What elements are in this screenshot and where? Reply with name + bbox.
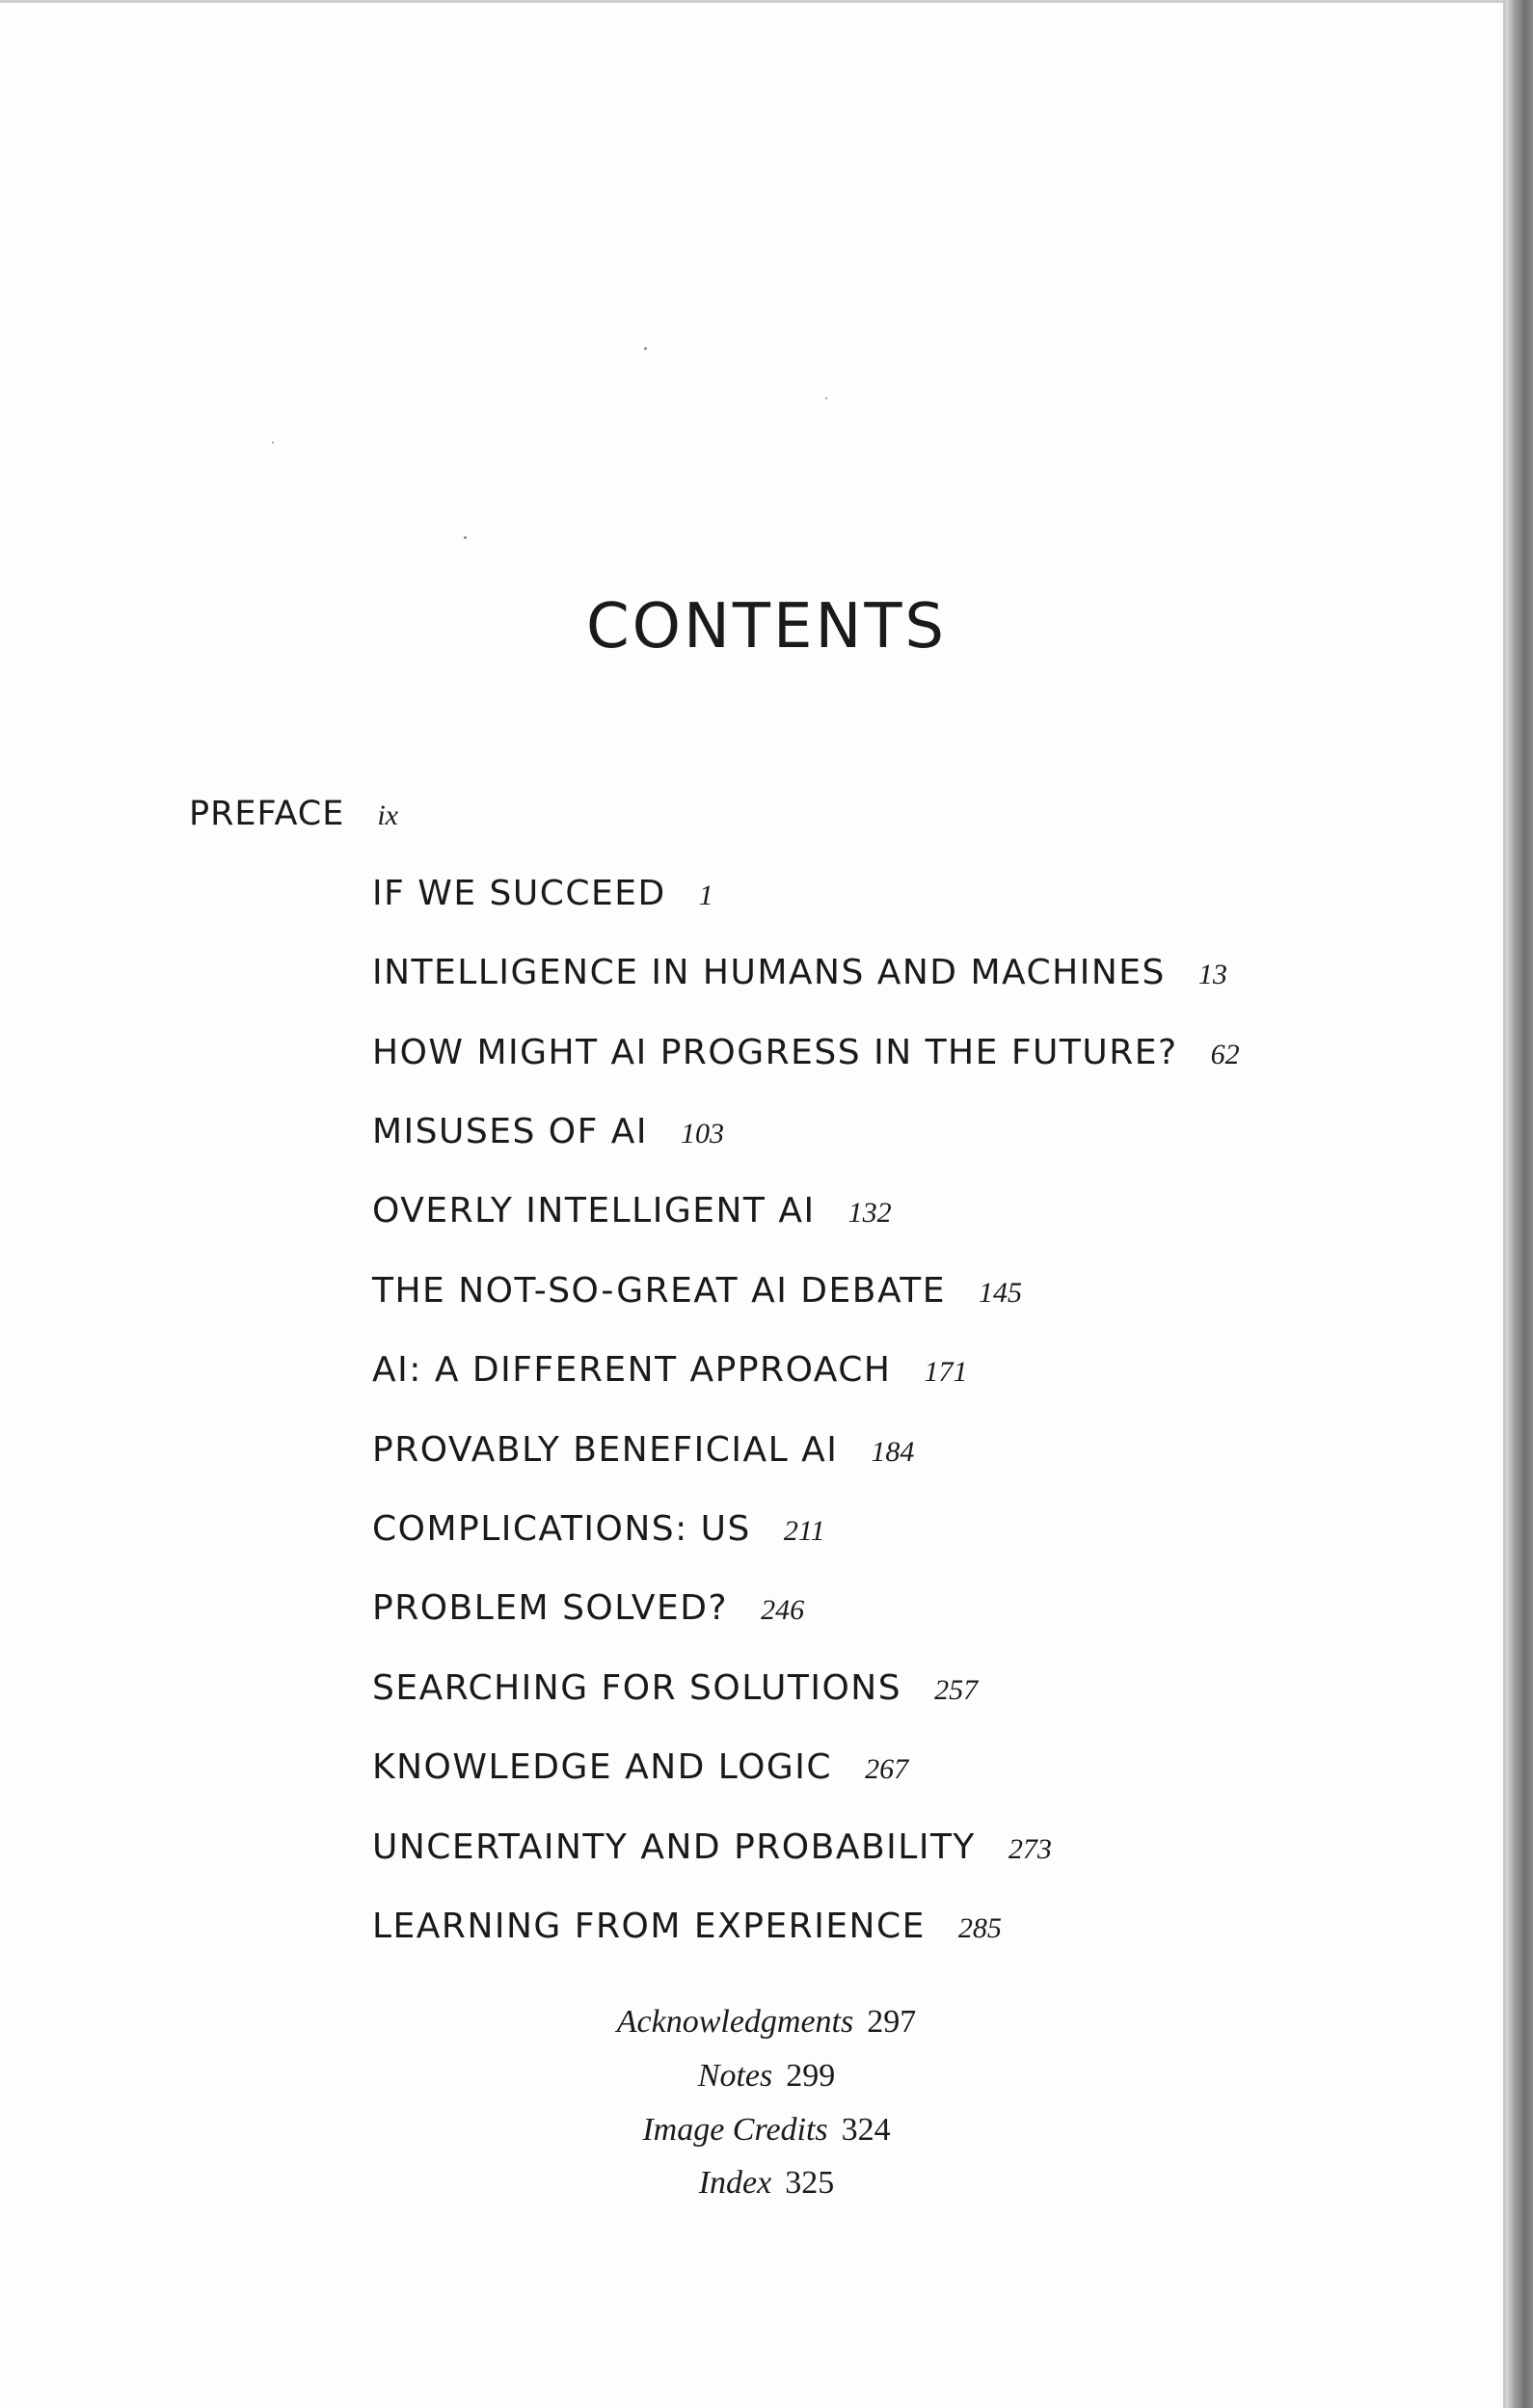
back-matter-label: Acknowledgments	[616, 2004, 854, 2040]
toc-entry-heading	[372, 1430, 914, 1470]
back-matter-label: Index	[698, 2165, 772, 2201]
toc-entry-heading	[372, 1668, 978, 1708]
dust-speck	[272, 442, 274, 444]
toc-entry-heading	[372, 1191, 892, 1231]
toc-entry-heading	[372, 1747, 908, 1787]
back-matter-entry	[0, 2112, 1533, 2149]
toc-entry-heading	[372, 1271, 1022, 1311]
back-matter-label: Image Credits	[642, 2112, 828, 2148]
toc-entry-title: SEARCHING FOR SOLUTIONS	[372, 1668, 902, 1708]
toc-entry-title: KNOWLEDGE AND LOGIC	[372, 1747, 833, 1787]
toc-entry-title: COMPLICATIONS: US	[372, 1509, 751, 1549]
toc-entry-page-number: 267	[865, 1753, 909, 1785]
preface-page-number: ix	[377, 799, 398, 831]
back-matter-label: Notes	[697, 2058, 773, 2094]
toc-entry-title: MISUSES OF AI	[372, 1112, 649, 1151]
toc-entry-title: PROBLEM SOLVED?	[372, 1588, 729, 1628]
toc-entry-page-number: 62	[1210, 1039, 1240, 1070]
toc-entry-page-number: 273	[1008, 1833, 1052, 1865]
toc-entry-page-number: 246	[761, 1594, 805, 1626]
back-matter-entry	[0, 2058, 1533, 2095]
page-title: CONTENTS	[585, 590, 948, 663]
toc-entry-page-number: 1	[698, 879, 713, 911]
back-matter-entry	[0, 2165, 1533, 2202]
preface-entry	[189, 795, 398, 833]
toc-entry-heading	[372, 1827, 1052, 1867]
toc-entry-heading	[372, 874, 713, 913]
page-edge-shadow	[1506, 0, 1533, 2408]
toc-entry-page-number: 211	[783, 1515, 825, 1547]
dust-speck	[464, 536, 467, 539]
toc-entry-page-number: 145	[979, 1277, 1023, 1309]
toc-entry-title: UNCERTAINTY AND PROBABILITY	[372, 1827, 976, 1867]
toc-entry-page-number: 285	[957, 1912, 1002, 1944]
dust-speck	[825, 397, 827, 399]
toc-entry-title: AI: A DIFFERENT APPROACH	[372, 1350, 892, 1390]
toc-entry-heading	[372, 1112, 724, 1151]
back-matter-page-number: 324	[841, 2112, 891, 2148]
back-matter-entry	[0, 2004, 1533, 2041]
toc-entry-heading	[372, 1033, 1240, 1072]
toc-entry-heading	[372, 1907, 1002, 1946]
toc-entry-title: LEARNING FROM EXPERIENCE	[372, 1907, 926, 1946]
page-top-edge	[0, 0, 1506, 3]
toc-entry-title: INTELLIGENCE IN HUMANS AND MACHINES	[372, 953, 1166, 992]
toc-entry-page-number: 184	[871, 1436, 915, 1468]
toc-entry-title: THE NOT-SO-GREAT AI DEBATE	[372, 1271, 947, 1311]
toc-entry-page-number: 13	[1197, 959, 1227, 990]
back-matter-page-number: 299	[786, 2058, 836, 2094]
toc-entry-title: HOW MIGHT AI PROGRESS IN THE FUTURE?	[372, 1033, 1178, 1072]
toc-entry-heading	[372, 1509, 825, 1549]
preface-label: PREFACE	[189, 795, 345, 833]
back-matter-page-number: 297	[867, 2004, 917, 2040]
toc-entry-page-number: 132	[847, 1197, 892, 1229]
toc-entry-page-number: 257	[934, 1674, 979, 1706]
toc-entry-heading	[372, 953, 1227, 992]
dust-speck	[644, 347, 647, 350]
back-matter-page-number: 325	[785, 2165, 835, 2201]
toc-entry-title: IF WE SUCCEED	[372, 874, 666, 913]
toc-entry-page-number: 171	[924, 1356, 968, 1388]
toc-entry-page-number: 103	[681, 1118, 725, 1150]
toc-entry-title: PROVABLY BENEFICIAL AI	[372, 1430, 839, 1470]
toc-entry-heading	[372, 1350, 967, 1390]
toc-entry-title: OVERLY INTELLIGENT AI	[372, 1191, 816, 1231]
toc-entry-heading	[372, 1588, 804, 1628]
